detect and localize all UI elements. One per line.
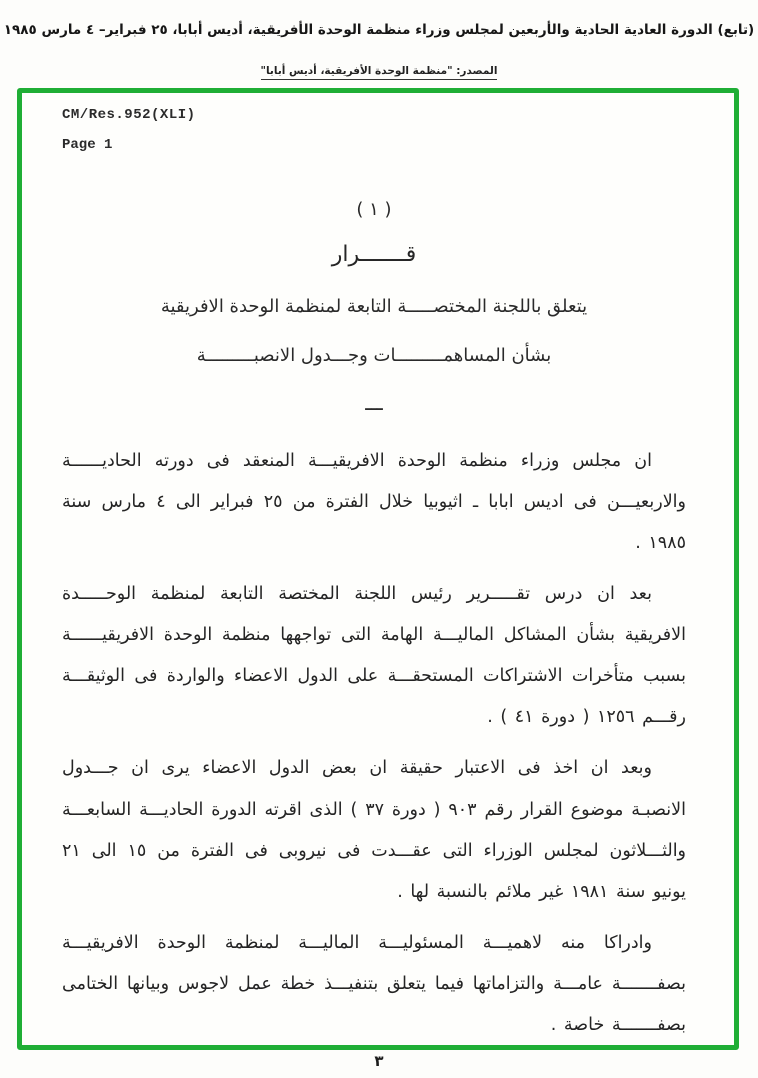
resolution-title: قـــــــرار	[331, 242, 417, 267]
document-body	[62, 199, 686, 1046]
resolution-subtitle-line1: يتعلق باللجنة المختصـــــة التابعة لمنظمة الوحدة الافريقية	[160, 296, 588, 317]
paragraph-4: وادراكا منه لاهميـــة المسئوليـــة الماليـــة لمنظمة الوحدة الافريقيـــة بصفـــــــة عامـــة والتزاماتها فيما يتعلق بتنفيـــذ خطة عمل لاجوس وبيانها الختامى بصفـــــــة خاصة .	[62, 932, 686, 1036]
green-border-frame	[17, 88, 739, 1050]
paragraph-1: ان مجلس وزراء منظمة الوحدة الافريقيـــة المنعقد فى دورته الحاديــــــة والاربعيـــن فى اديس ابابا ـ اثيوبيا خلال الفترة من ٢٥ فبراير الى ٤ مارس سنة ١٩٨٥ .	[62, 450, 686, 553]
document-page-label: Page 1	[62, 137, 113, 153]
header-session-title: (تابع) الدورة العادية الحادية والأربعين لمجلس وزراء منظمة الوحدة الأفريقية، أديس أبابا، ٢٥ فبراير– ٤ مارس ١٩٨٥	[3, 22, 755, 38]
header-source-line: المصدر: "منظمة الوحدة الأفريقية، أديس أبابا"	[261, 65, 498, 80]
paragraph-2: بعد ان درس تقـــــرير رئيس اللجنة المختصة التابعة لمنظمة الوحـــــدة الافريقية بشأن المشاكل الماليـــة الهامة التى تواجهها منظمة الوحدة الافريقيــــــة بسبب متأخرات الاشتراكات المستحقـــة على الدول الاعضاء والواردة فى الوثيقـــة رقـــم ١٢٥٦ ( دورة ٤١ ) .	[62, 583, 686, 728]
document-header	[0, 22, 758, 80]
resolution-paragraphs	[62, 441, 686, 1047]
resolution-item-number: ( ١ )	[356, 199, 392, 220]
paragraph-3: وبعد ان اخذ فى الاعتبار حقيقة ان بعض الدول الاعضاء يرى ان جـــدول الانصبـة موضوع القرار رقم ٩٠٣ ( دورة ٣٧ ) الذى اقرته الدورة الحاديـــة السابعـــة والثـــلاثون لمجلس الوزراء التى عقـــدت فى نيروبى فى الفترة من ١٥ الى ٢١ يونيو سنة ١٩٨١ غير ملائم بالنسبة لها .	[62, 758, 687, 902]
resolution-subtitle-line2: بشأن المساهمـــــــــات وجـــدول الانصبـــــــــة	[196, 344, 552, 366]
separator-dash: ـــ	[365, 390, 383, 415]
page-number: ٣	[374, 1052, 384, 1070]
document-content-area	[22, 93, 734, 1045]
document-reference-number: CM/Res.952(XLI)	[62, 107, 196, 123]
